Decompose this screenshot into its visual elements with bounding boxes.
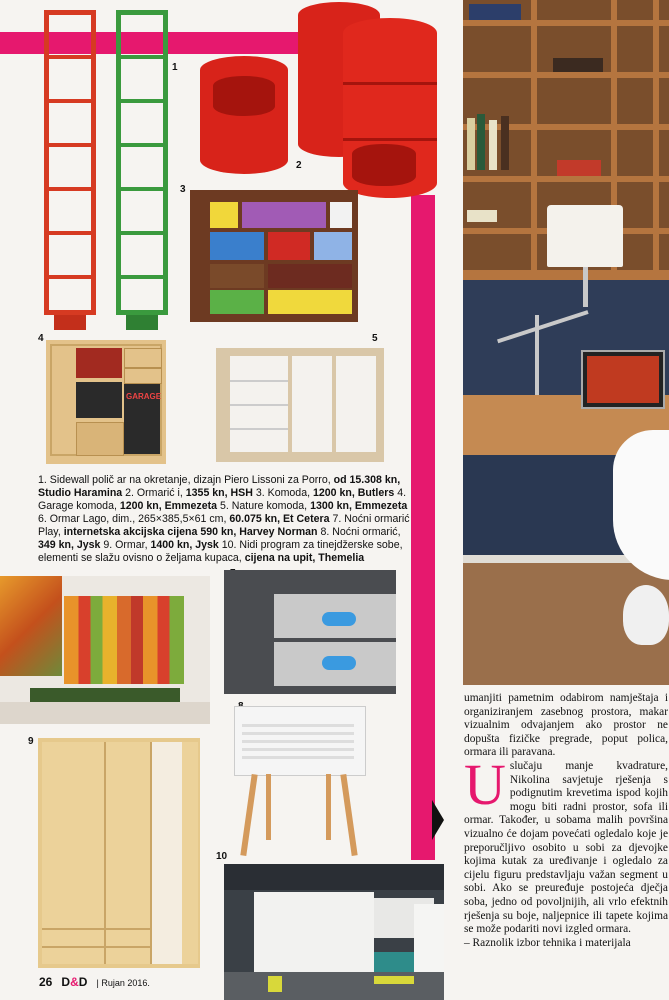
- caption-run: 1355 kn, HSH: [185, 487, 253, 499]
- article-paragraph-3: – Raznolik izbor tehnika i materijala: [464, 936, 631, 949]
- drop-cap: U: [464, 751, 506, 817]
- caption-run: cijena na upit, Themelia: [244, 552, 365, 564]
- article-paragraph-2: slučaju manje kvadrature, Nikolina savjetuje rješenja s podignutim krevetima ispod kojih mogu biti radni prostor, sofa ili ormar. Također, u sobama malih površina vizualno će dojam povećati ogledalo koje je preporučljivo osobito u sobi za djevojke kojima kutak za uređivanje i ogledalo za cijelu figuru predstavljaju važan segment u sobi. Ako se preuređuje postojeća dječja soba, jedno od povoljnijih, ali vrlo efektnih rješenja su boje, naljepnice ili tapete kojima se može podariti novi izgled ormara.: [464, 759, 668, 936]
- caption-run: 3. Komoda,: [252, 487, 313, 499]
- caption-run: 1200 kn, Butlers: [312, 487, 395, 499]
- black-triangle-decoration: [432, 800, 444, 840]
- caption-run: 10. Nidi program za tinejdžerske sobe, elementi se slažu ovisno o željama kupaca,: [38, 539, 403, 564]
- caption-run: internetska akcijska cijena 590 kn, Harvey Norman: [63, 526, 318, 538]
- laptop-icon: [581, 350, 665, 409]
- nidi-teen-room-photo: [224, 864, 444, 1000]
- caption-run: 7. Noćni ormarić Play,: [38, 513, 410, 538]
- caption-run: 1300 kn, Emmezeta: [310, 500, 408, 512]
- lamp-icon: [547, 205, 623, 267]
- caption-run: 8. Noćni ormarić,: [317, 526, 401, 538]
- study-room-photo: [463, 0, 669, 685]
- jysk-nightstand: [234, 706, 376, 856]
- article-column: [464, 692, 668, 950]
- pink-ribbon-vertical: [411, 195, 435, 860]
- item-number-10: 10: [216, 851, 228, 862]
- caption-run: 349 kn, Jysk: [38, 539, 101, 551]
- article-paragraph-1: umanjiti pametnim odabirom namještaja i organiziranjem zasebnog prostora, makar vizualnim odvajanjem ako prostor ne dopušta fizičke pregrade, poput polica, ormara ili paravana.: [464, 692, 668, 759]
- nature-commode: [216, 348, 384, 462]
- item-number-4: 4: [38, 333, 44, 344]
- caption-run: 2. Ormarić i,: [122, 487, 186, 499]
- caption-run: 1400 kn, Jysk: [150, 539, 219, 551]
- caption-run: 6. Ormar Lago, dim., 265×385,5×61 cm,: [38, 513, 230, 525]
- page-footer: [39, 975, 150, 989]
- product-caption: [38, 474, 412, 565]
- caption-run: 4. Garage komoda,: [38, 487, 407, 512]
- magazine-logo: D&D: [61, 975, 88, 989]
- caption-run: 60.075 kn, Et Cetera: [229, 513, 330, 525]
- lago-wardrobe-photo: [0, 576, 210, 724]
- sidewall-shelf-green: [116, 10, 168, 330]
- caption-run: 1. Sidewall polič ar na okretanje, dizajn Piero Lissoni za Porro,: [38, 474, 334, 486]
- colorful-commode: [190, 190, 358, 322]
- caption-run: od 15.308 kn, Studio Haramina: [38, 474, 401, 499]
- caption-run: 9. Ormar,: [100, 539, 151, 551]
- cabinet-opening: [213, 76, 275, 116]
- item-number-5: 5: [372, 333, 378, 344]
- issue-date: | Rujan 2016.: [96, 978, 150, 988]
- play-nightstand: [224, 570, 396, 694]
- garage-commode: [46, 340, 166, 464]
- item-number-2: 2: [296, 160, 302, 171]
- caption-run: 1200 kn, Emmezeta: [119, 500, 218, 512]
- caption-run: 5. Nature komoda,: [217, 500, 311, 512]
- page-number: 26: [39, 975, 53, 989]
- pine-wardrobe: [38, 738, 200, 968]
- garage-label: GARAGE: [126, 392, 162, 401]
- item-number-9: 9: [28, 736, 34, 747]
- item-number-1: 1: [172, 62, 178, 73]
- sidewall-shelf-red: [44, 10, 96, 330]
- item-number-3: 3: [180, 184, 186, 195]
